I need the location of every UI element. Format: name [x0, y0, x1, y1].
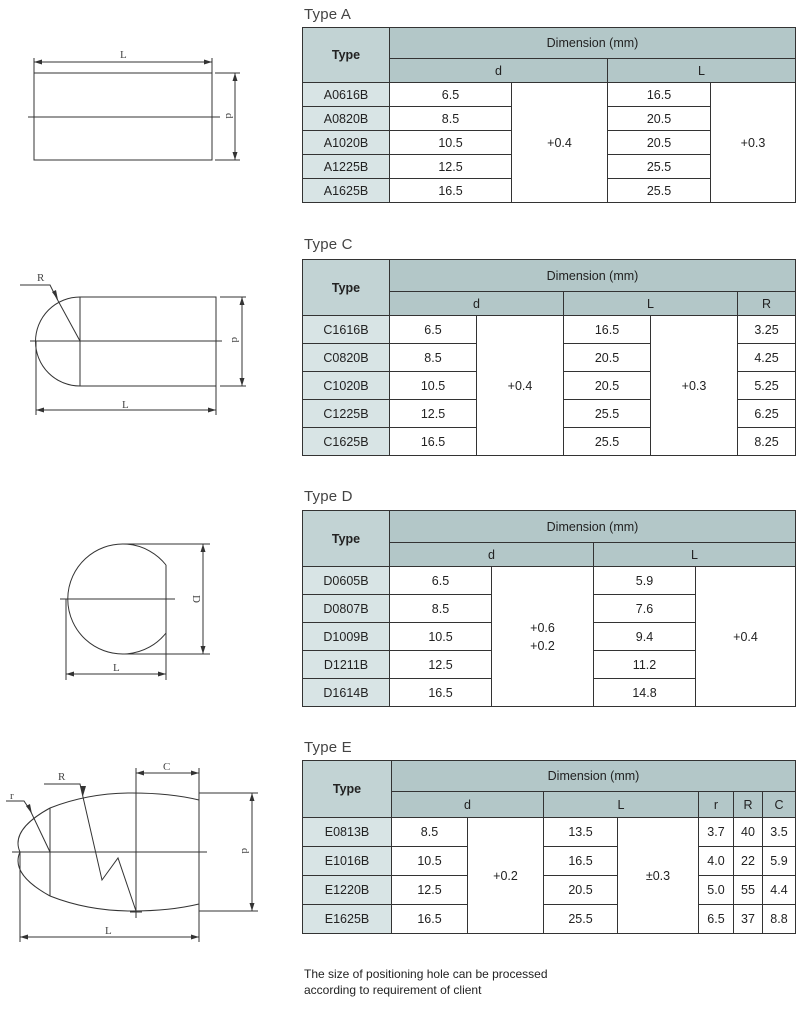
drawing-label-C: C	[163, 761, 171, 773]
cell-d: 16.5	[390, 179, 512, 203]
table-row-type: C1020B	[303, 372, 390, 400]
header-r: r	[699, 792, 734, 818]
cell-L: 16.5	[564, 316, 651, 344]
table-row-type: A1225B	[303, 155, 390, 179]
table-row-type: C1225B	[303, 400, 390, 428]
d-tolerance-upper: +0.6	[530, 620, 555, 635]
table-row-type: A0820B	[303, 107, 390, 131]
header-type: Type	[303, 761, 392, 818]
positioning-hole-note: The size of positioning hole can be processed according to requirement of client	[304, 967, 548, 997]
cell-L: 5.9	[594, 567, 696, 595]
cell-L: 25.5	[544, 905, 618, 934]
cell-R: 40	[734, 818, 763, 847]
header-type: Type	[303, 28, 390, 83]
cell-r: 3.7	[699, 818, 734, 847]
type-e-title: Type E	[304, 739, 352, 756]
cell-d: 10.5	[390, 131, 512, 155]
cell-d: 12.5	[390, 155, 512, 179]
cell-L: 20.5	[608, 107, 711, 131]
type-e-table	[302, 760, 796, 934]
L-tolerance: +0.4	[696, 567, 796, 707]
type-a-drawing	[0, 40, 260, 180]
d-tolerance: +0.2	[468, 818, 544, 934]
header-dimension: Dimension (mm)	[390, 28, 796, 59]
drawing-label-D: D	[190, 595, 202, 603]
type-c-table	[302, 259, 796, 456]
cell-d: 10.5	[390, 623, 492, 651]
cell-L: 16.5	[608, 83, 711, 107]
cell-L: 9.4	[594, 623, 696, 651]
cell-L: 16.5	[544, 847, 618, 876]
cell-R: 22	[734, 847, 763, 876]
cell-R: 37	[734, 905, 763, 934]
cell-R: 8.25	[738, 428, 796, 456]
cell-d: 10.5	[392, 847, 468, 876]
cell-L: 20.5	[608, 131, 711, 155]
cell-d: 16.5	[390, 679, 492, 707]
cell-L: 13.5	[544, 818, 618, 847]
cell-d: 8.5	[390, 344, 477, 372]
header-L: L	[564, 292, 738, 316]
cell-C: 3.5	[763, 818, 796, 847]
header-d: d	[390, 59, 608, 83]
drawing-label-R: R	[58, 771, 66, 783]
cell-d: 6.5	[390, 567, 492, 595]
drawing-label-d: d	[239, 848, 251, 854]
table-row-type: D1009B	[303, 623, 390, 651]
cell-R: 55	[734, 876, 763, 905]
L-tolerance: +0.3	[651, 316, 738, 456]
drawing-label-R: R	[37, 272, 45, 284]
type-d-title: Type D	[304, 488, 353, 505]
cell-d: 12.5	[392, 876, 468, 905]
drawing-label-d: d	[229, 337, 241, 343]
cell-d: 8.5	[392, 818, 468, 847]
cell-L: 25.5	[608, 155, 711, 179]
header-type: Type	[303, 511, 390, 567]
cell-L: 25.5	[608, 179, 711, 203]
cell-d: 8.5	[390, 107, 512, 131]
header-d: d	[390, 543, 594, 567]
drawing-label-L: L	[113, 662, 120, 674]
header-C: C	[763, 792, 796, 818]
cell-R: 3.25	[738, 316, 796, 344]
cell-d: 10.5	[390, 372, 477, 400]
header-d: d	[390, 292, 564, 316]
cell-L: 11.2	[594, 651, 696, 679]
table-row-type: E0813B	[303, 818, 392, 847]
type-d-drawing	[30, 520, 230, 690]
table-row-type: A0616B	[303, 83, 390, 107]
header-R: R	[738, 292, 796, 316]
cell-d: 16.5	[392, 905, 468, 934]
cell-L: 20.5	[564, 344, 651, 372]
type-a-table	[302, 27, 796, 203]
cell-L: 25.5	[564, 428, 651, 456]
L-tolerance: ±0.3	[618, 818, 699, 934]
drawing-label-d: d	[223, 113, 235, 119]
cell-C: 4.4	[763, 876, 796, 905]
cell-R: 5.25	[738, 372, 796, 400]
cell-r: 4.0	[699, 847, 734, 876]
header-dimension: Dimension (mm)	[392, 761, 796, 792]
cell-d: 8.5	[390, 595, 492, 623]
drawing-label-L: L	[120, 49, 127, 61]
table-row-type: D0807B	[303, 595, 390, 623]
cell-d: 12.5	[390, 651, 492, 679]
header-R: R	[734, 792, 763, 818]
table-row-type: C1616B	[303, 316, 390, 344]
table-row-type: E1625B	[303, 905, 392, 934]
cell-d: 16.5	[390, 428, 477, 456]
type-c-title: Type C	[304, 236, 353, 253]
cell-C: 5.9	[763, 847, 796, 876]
cell-C: 8.8	[763, 905, 796, 934]
table-row-type: A1625B	[303, 179, 390, 203]
cell-R: 6.25	[738, 400, 796, 428]
cell-L: 7.6	[594, 595, 696, 623]
cell-r: 6.5	[699, 905, 734, 934]
type-d-table	[302, 510, 796, 707]
header-type: Type	[303, 260, 390, 316]
drawing-label-r: r	[10, 790, 14, 802]
table-row-type: E1220B	[303, 876, 392, 905]
table-row-type: C1625B	[303, 428, 390, 456]
table-row-type: E1016B	[303, 847, 392, 876]
d-tolerance: +0.4	[512, 83, 608, 203]
table-row-type: C0820B	[303, 344, 390, 372]
header-d: d	[392, 792, 544, 818]
header-dimension: Dimension (mm)	[390, 511, 796, 543]
header-dimension: Dimension (mm)	[390, 260, 796, 292]
table-row-type: D1211B	[303, 651, 390, 679]
cell-d: 12.5	[390, 400, 477, 428]
cell-L: 25.5	[564, 400, 651, 428]
d-tolerance-lower: +0.2	[530, 638, 555, 653]
d-tolerance	[492, 567, 594, 707]
cell-d: 6.5	[390, 83, 512, 107]
d-tolerance: +0.4	[477, 316, 564, 456]
table-row-type: A1020B	[303, 131, 390, 155]
type-a-title: Type A	[304, 6, 352, 23]
cell-R: 4.25	[738, 344, 796, 372]
type-e-drawing	[0, 755, 285, 950]
L-tolerance: +0.3	[711, 83, 796, 203]
header-L: L	[594, 543, 796, 567]
header-L: L	[608, 59, 796, 83]
table-row-type: D1614B	[303, 679, 390, 707]
cell-d: 6.5	[390, 316, 477, 344]
cell-r: 5.0	[699, 876, 734, 905]
drawing-label-L: L	[105, 925, 112, 937]
drawing-label-L: L	[122, 399, 129, 411]
cell-L: 14.8	[594, 679, 696, 707]
header-L: L	[544, 792, 699, 818]
table-row-type: D0605B	[303, 567, 390, 595]
cell-L: 20.5	[564, 372, 651, 400]
type-c-drawing	[0, 255, 260, 425]
cell-L: 20.5	[544, 876, 618, 905]
